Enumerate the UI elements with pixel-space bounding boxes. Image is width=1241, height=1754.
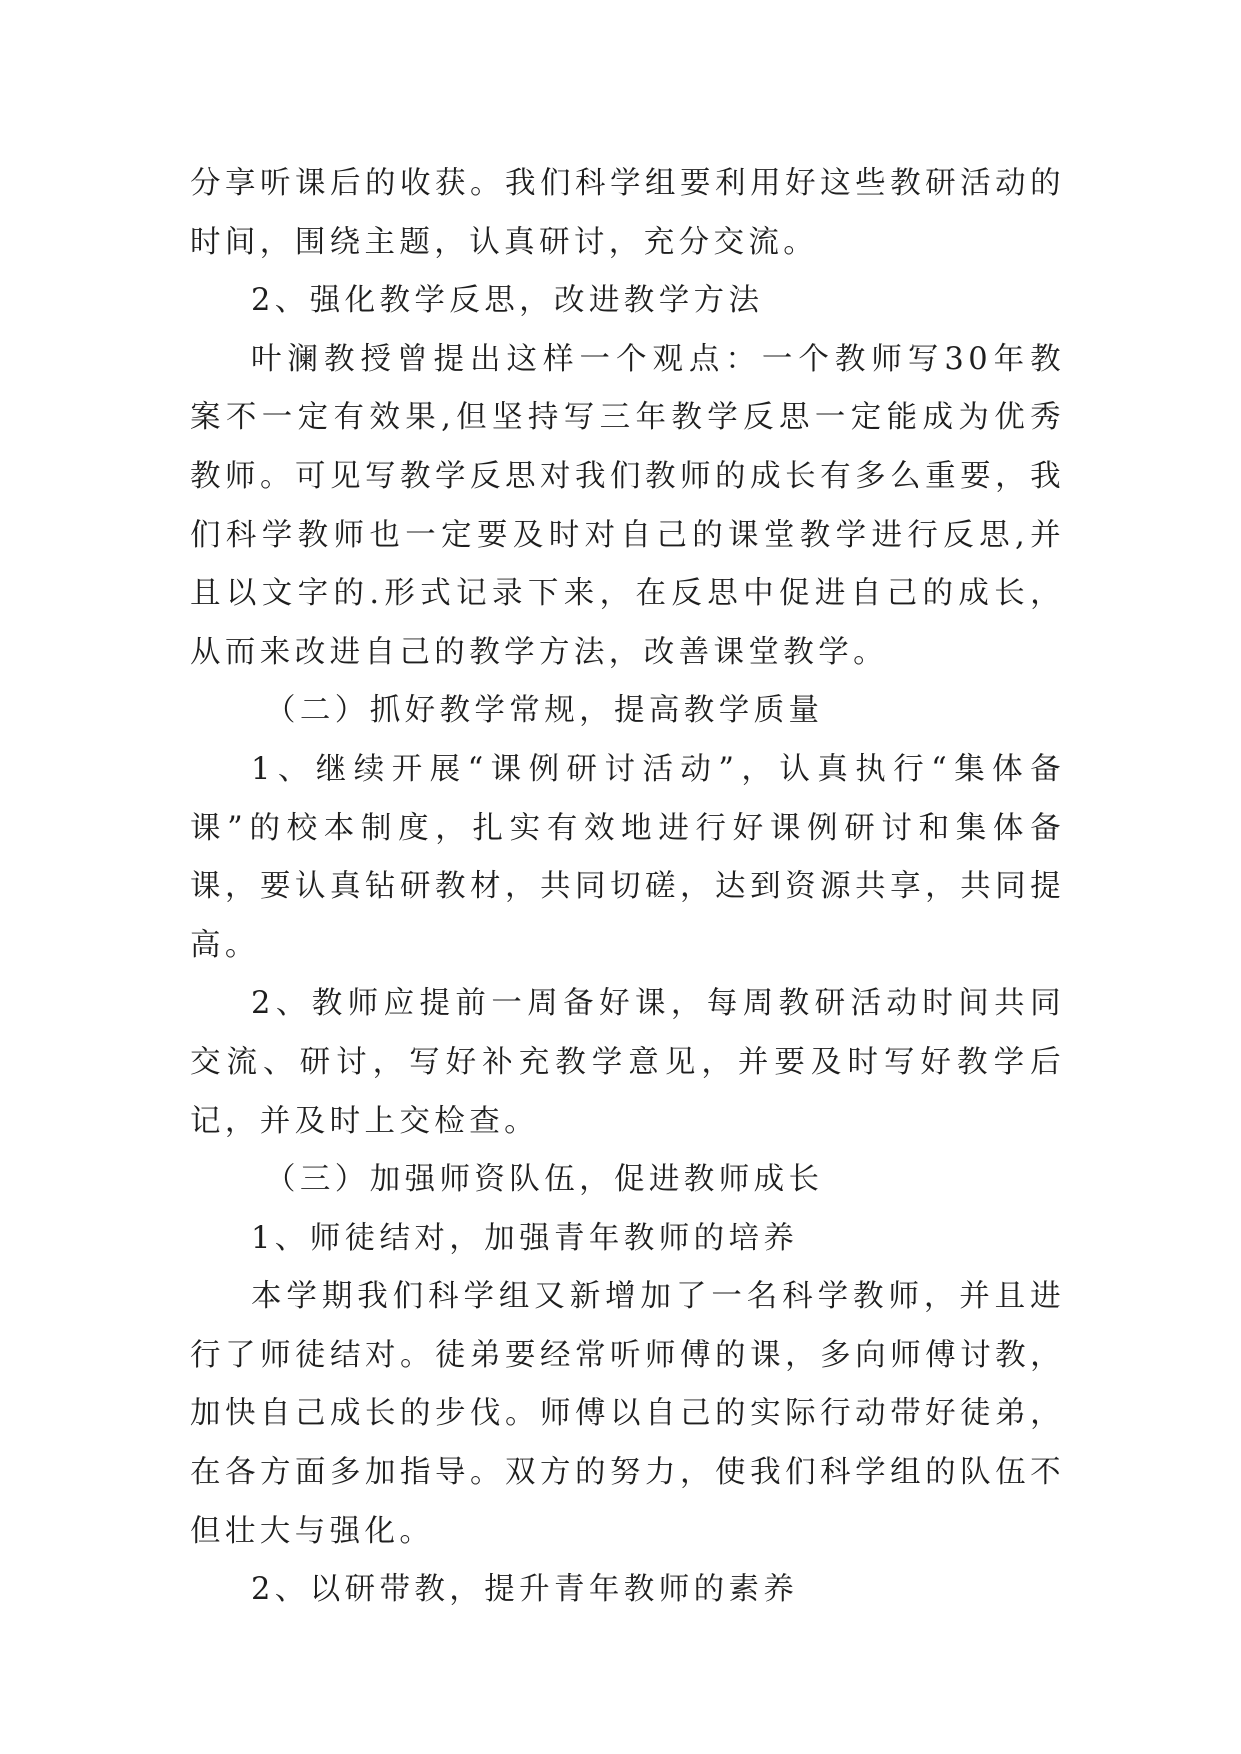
document-body	[190, 155, 1065, 1620]
paragraph-continuation: 分享听课后的收获。我们科学组要利用好这些教研活动的时间，围绕主题，认真研讨，充分交流。	[190, 166, 1065, 260]
subheading-reflection: 2、强化教学反思，改进教学方法	[251, 283, 764, 319]
paragraph-lesson-study: 1、继续开展“课例研讨活动”，认真执行“集体备课”的校本制度，扎实有效地进行好课例研讨和集体备课，要认真钻研教材，共同切磋，达到资源共享，共同提高。	[190, 751, 1065, 963]
section-heading-teachers: （三）加强师资队伍，促进教师成长	[265, 1162, 824, 1198]
section-heading-routine: （二）抓好教学常规，提高教学质量	[265, 693, 824, 729]
subheading-research: 2、以研带教，提升青年教师的素养	[251, 1572, 799, 1608]
paragraph-reflection: 叶澜教授曾提出这样一个观点：一个教师写30年教案不一定有效果,但坚持写三年教学反思一定能成为优秀教师。可见写教学反思对我们教师的成长有多么重要，我们科学教师也一定要及时对自己的课堂教学进行反思,并且以文字的.形式记录下来，在反思中促进自己的成长，从而来改进自己的教学方法，改善课堂教学。	[190, 341, 1065, 670]
paragraph-mentoring: 本学期我们科学组又新增加了一名科学教师，并且进行了师徒结对。徒弟要经常听师傅的课，多向师傅讨教，加快自己成长的步伐。师傅以自己的实际行动带好徒弟，在各方面多加指导。双方的努力，使我们科学组的队伍不但壮大与强化。	[190, 1279, 1065, 1549]
paragraph-lesson-prep: 2、教师应提前一周备好课，每周教研活动时间共同交流、研讨，写好补充教学意见，并要及时写好教学后记，并及时上交检查。	[190, 986, 1065, 1139]
subheading-mentoring: 1、师徒结对，加强青年教师的培养	[251, 1220, 799, 1256]
